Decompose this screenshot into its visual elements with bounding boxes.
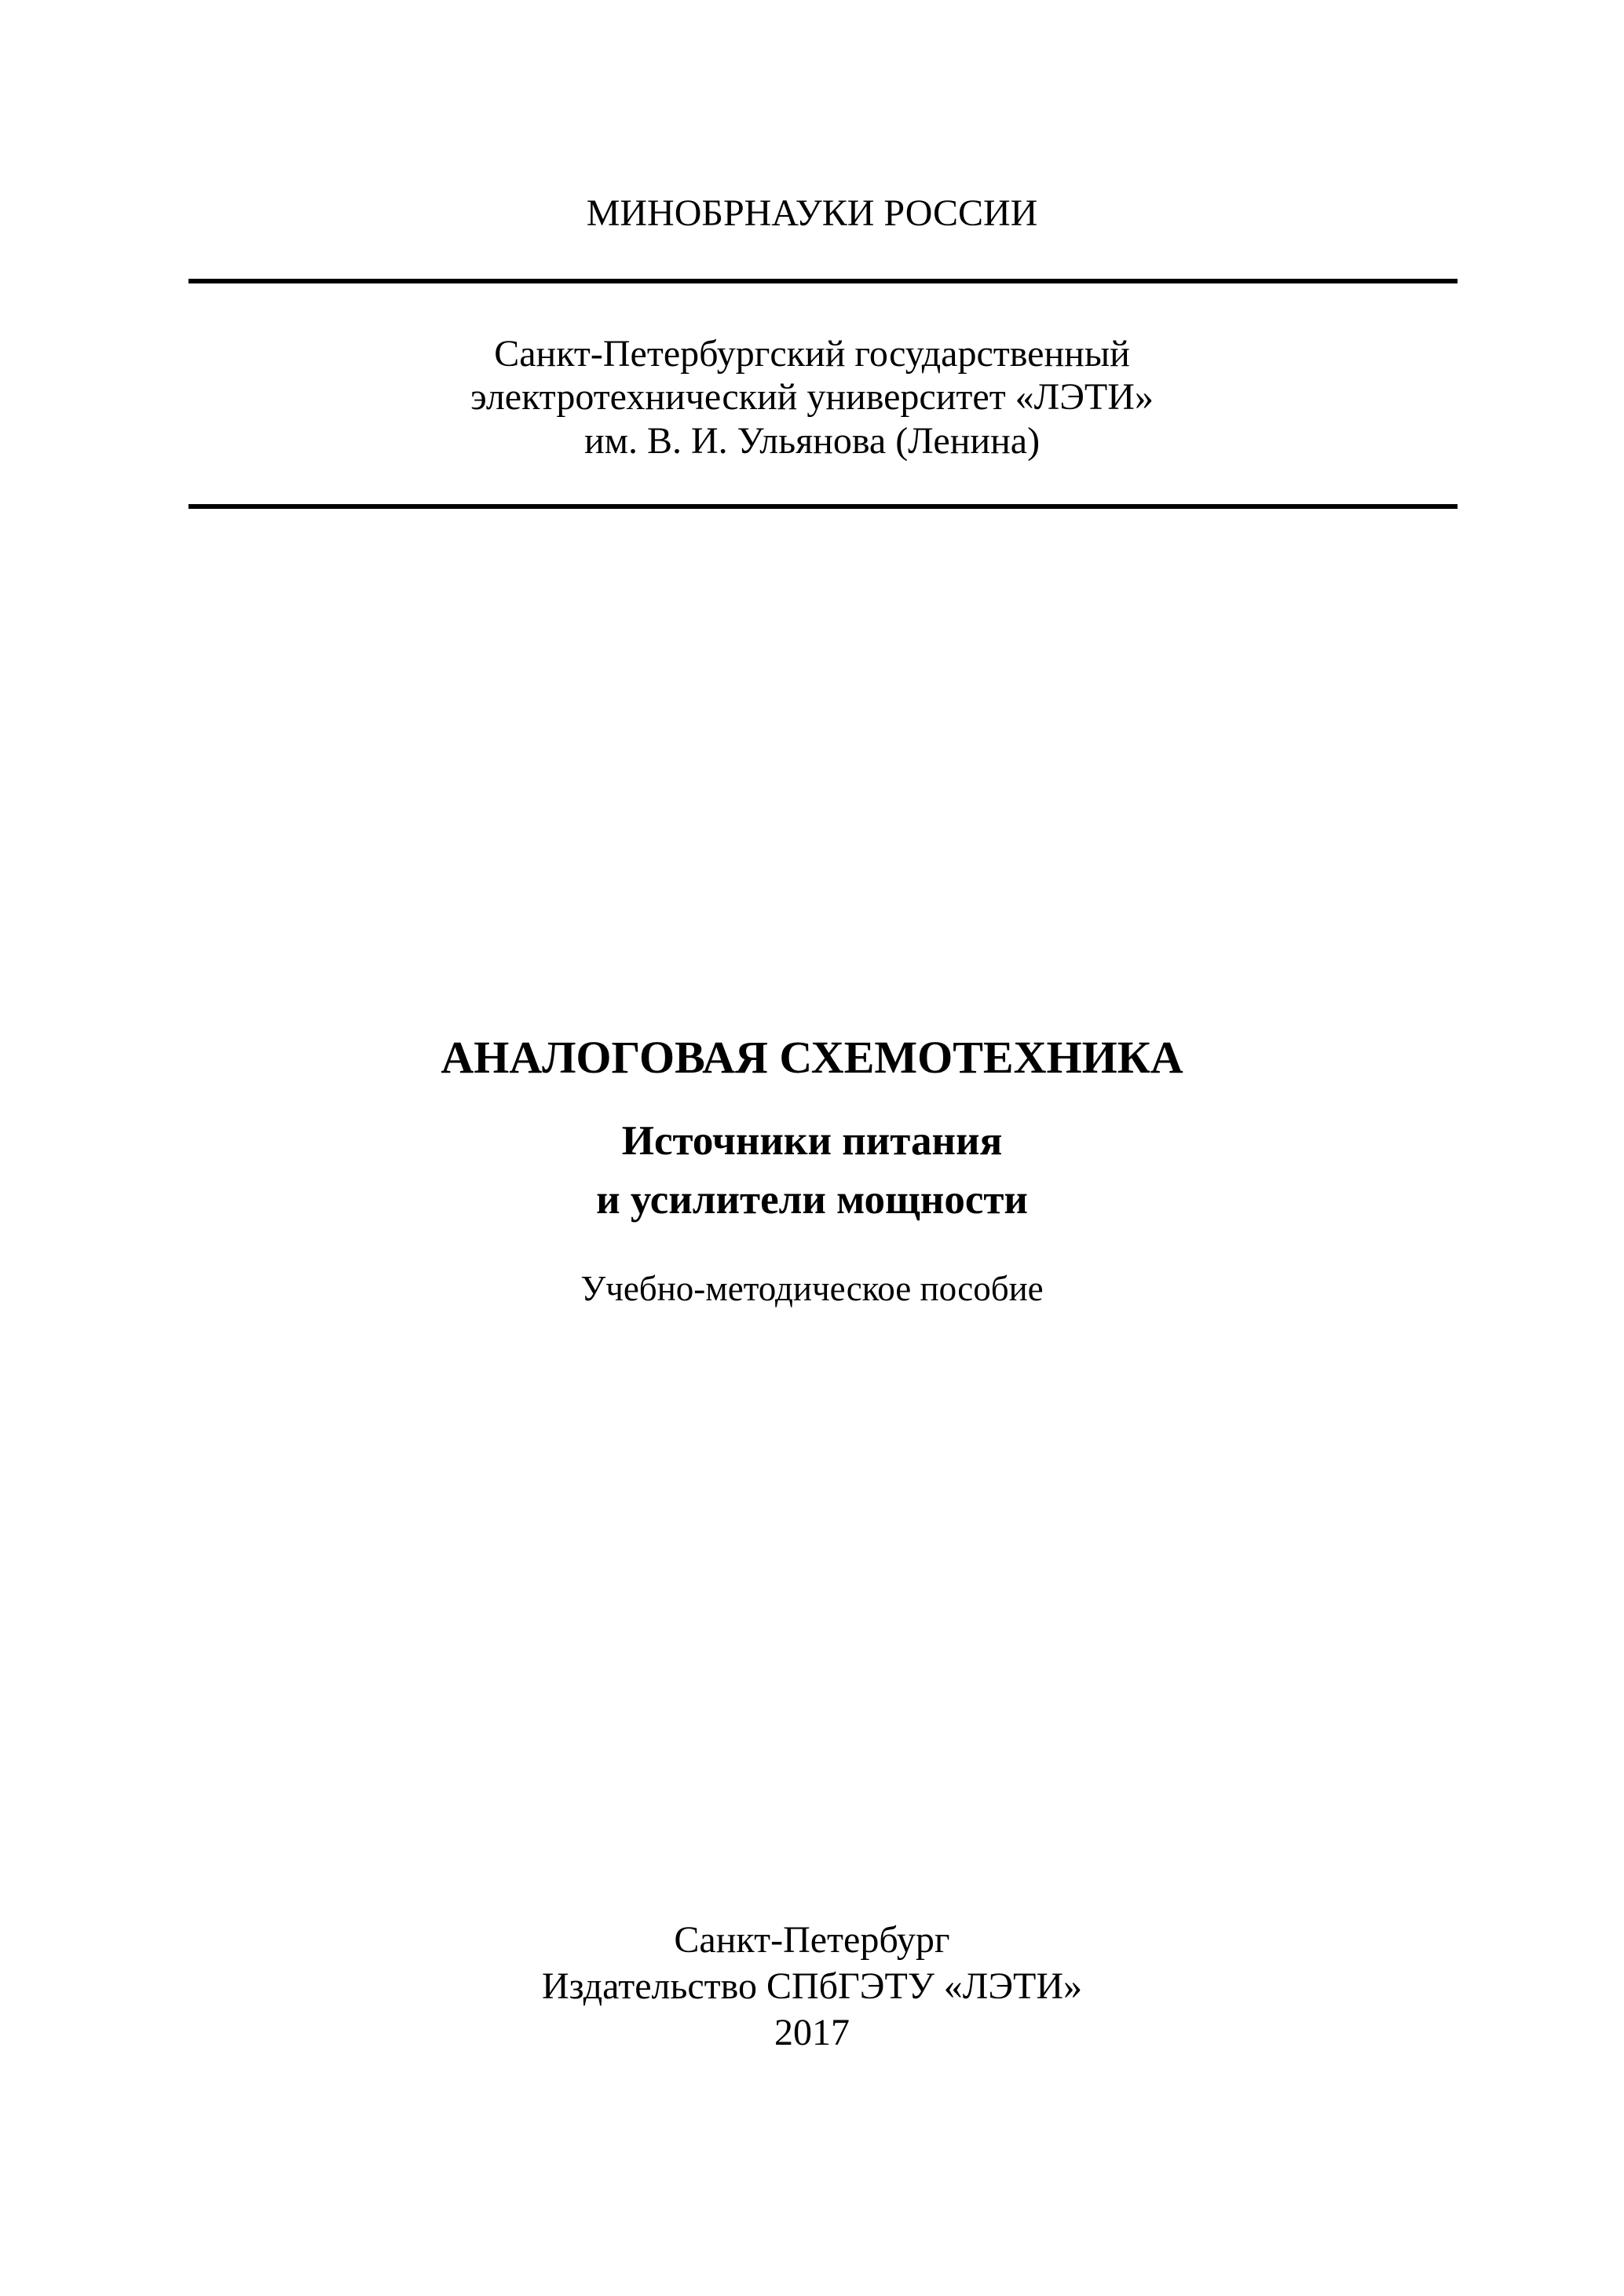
top-rule [188,279,1458,283]
publication-city: Санкт-Петербург [674,1919,950,1961]
publication-year: 2017 [774,2012,850,2053]
ministry-name: МИНОБРНАУКИ РОССИИ [586,192,1038,234]
bottom-rule [188,504,1458,509]
university-line-2: электротехнический университет «ЛЭТИ» [470,376,1154,418]
university-line-3: им. В. И. Ульянова (Ленина) [583,420,1041,462]
publisher-name: Издательство СПбГЭТУ «ЛЭТИ» [541,1965,1083,2007]
subtitle-line-1: Источники питания [621,1118,1003,1164]
university-line-1: Санкт-Петербургский государственный [494,333,1130,375]
document-title: АНАЛОГОВАЯ СХЕМОТЕХНИКА [441,1032,1183,1083]
subtitle-line-2: и усилители мощности [596,1177,1028,1223]
document-type: Учебно-методическое пособие [580,1269,1044,1308]
